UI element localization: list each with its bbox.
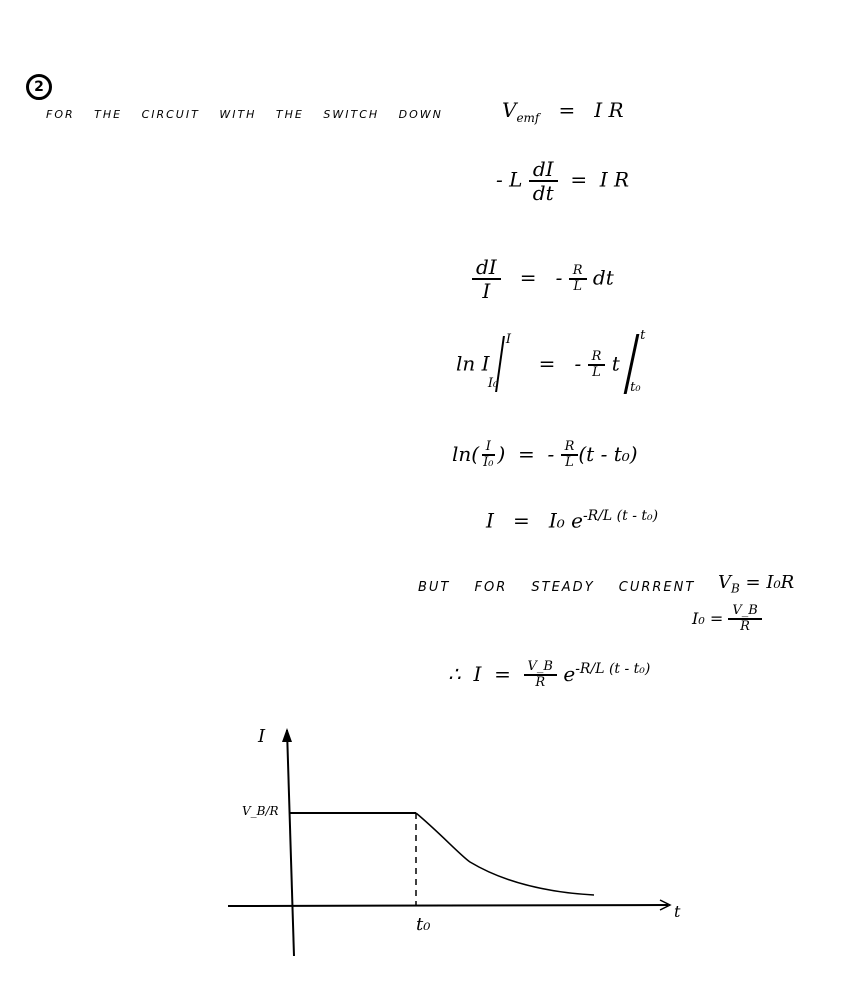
equation-1: $V_{emf} = I$ R — [502, 98, 624, 125]
steady-current-text: BUT FOR STEADY CURRENT — [418, 580, 696, 595]
equation-3: $\frac{dI}{I}$ = - $\frac{R}{L}$ dt — [472, 256, 614, 302]
equation-6: I = I₀ $e^{-R/L (t - t_0)}$ — [486, 508, 659, 533]
x-axis — [228, 905, 668, 906]
steady-eq-2: I₀ = $\frac{V\_B}{R}$ — [692, 604, 762, 635]
steady-eq-1: $V_B = I_0R$ — [718, 572, 795, 596]
y-axis-arrow-icon — [282, 728, 292, 742]
y-tick-label: V_B/R — [242, 804, 279, 818]
y-axis — [287, 730, 294, 956]
x-tick-label: t₀ — [416, 914, 431, 935]
decay-curve — [416, 813, 594, 895]
x-axis-label: t — [674, 902, 681, 921]
intro-text: FOR THE CIRCUIT WITH THE SWITCH DOWN — [46, 108, 443, 121]
final-equation: ∴ I = $\frac{V\_B}{R}$ $e^{-R/L (t - t_0)}$ — [448, 659, 651, 691]
equation-4: ln I I I₀ = - $\frac{R}{L}$ t t t₀ — [456, 328, 646, 395]
equation-5: ln( $\frac{I}{\text{I₀}}$ ) = - $\frac{R}{L}$ (t - t₀) — [452, 439, 638, 471]
y-axis-label: I — [258, 726, 266, 747]
equation-2: - L $\frac{dI}{dt}$ = I R — [496, 157, 630, 205]
problem-number: 2 — [26, 74, 52, 100]
